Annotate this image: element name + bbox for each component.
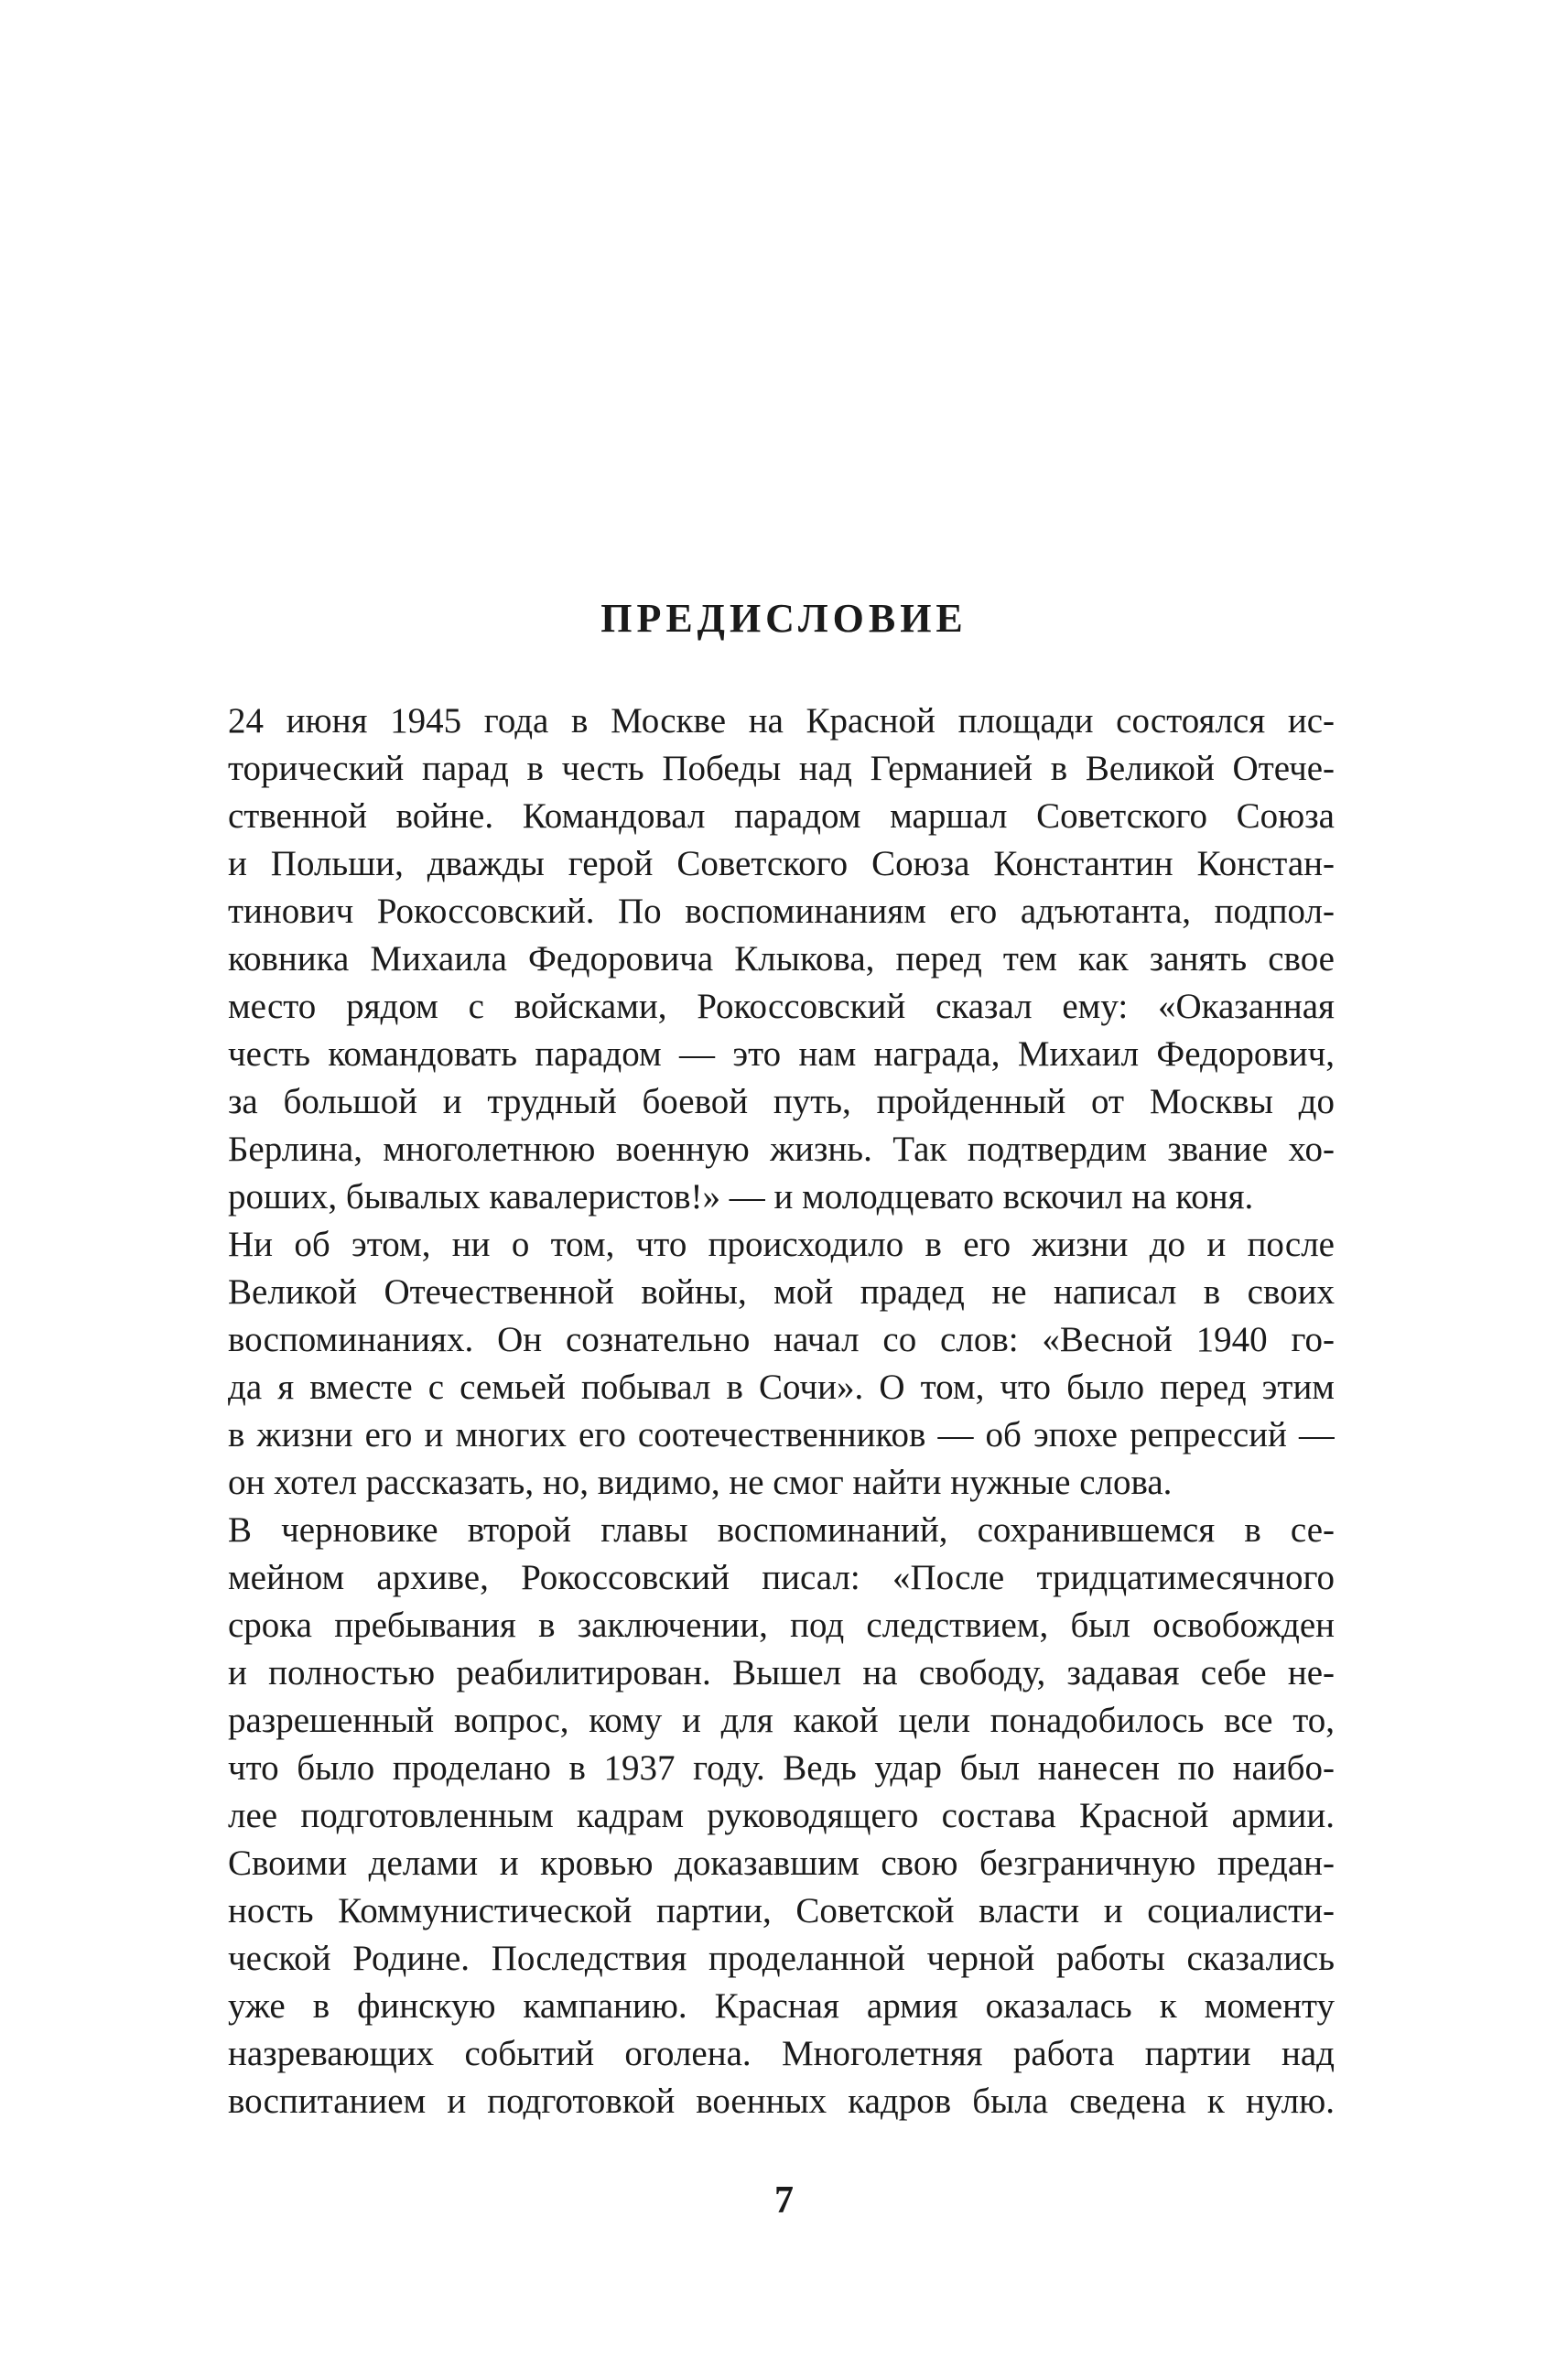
text-line: Ни об этом, ни о том, что происходило в его жизни до и после <box>228 1225 1335 1264</box>
body-text <box>177 697 1335 2125</box>
text-line: ственной войне. Командовал парадом маршал Советского Союза <box>228 796 1335 836</box>
text-line: 24 июня 1945 года в Москве на Красной площади состоялся ис- <box>228 701 1335 741</box>
paragraph <box>177 1221 1335 1507</box>
text-line: Своими делами и кровью доказавшим свою безграничную предан- <box>228 1844 1335 1883</box>
chapter-heading: ПРЕДИСЛОВИЕ <box>600 596 968 641</box>
paragraph <box>177 697 1335 1221</box>
text-line: ность Коммунистической партии, Советской власти и социалисти- <box>228 1891 1335 1930</box>
text-line: мейном архиве, Рокоссовский писал: «После тридцатимесячного <box>228 1558 1335 1597</box>
text-line: он хотел рассказать, но, видимо, не смог найти нужные слова. <box>228 1463 1173 1502</box>
text-line: в жизни его и многих его соотечественников — об эпохе репрессий — <box>228 1415 1335 1454</box>
paragraph <box>177 1507 1335 2125</box>
text-line: роших, бывалых кавалеристов!» — и молодцевато вскочил на коня. <box>228 1177 1254 1217</box>
text-line: за большой и трудный боевой путь, пройденный от Москвы до <box>228 1082 1335 1121</box>
text-line: место рядом с войсками, Рокоссовский сказал ему: «Оказанная <box>228 987 1335 1026</box>
text-line: тинович Рокоссовский. По воспоминаниям его адъютанта, подпол- <box>228 892 1335 931</box>
page-number: 7 <box>774 2179 794 2222</box>
text-line: что было проделано в 1937 году. Ведь удар был нанесен по наибо- <box>228 1748 1335 1788</box>
text-line: воспоминаниях. Он сознательно начал со слов: «Весной 1940 го- <box>228 1320 1335 1359</box>
text-line: ковника Михаила Федоровича Клыкова, перед тем как занять свое <box>228 939 1335 979</box>
text-line: ческой Родине. Последствия проделанной черной работы сказались <box>228 1939 1335 1978</box>
text-line: честь командовать парадом — это нам награда, Михаил Федорович, <box>228 1034 1335 1074</box>
text-line: и полностью реабилитирован. Вышел на свободу, задавая себе не- <box>228 1653 1335 1692</box>
text-line: Великой Отечественной войны, мой прадед не написал в своих <box>228 1272 1335 1312</box>
text-line: срока пребывания в заключении, под следствием, был освобожден <box>228 1606 1335 1645</box>
text-line: да я вместе с семьей побывал в Сочи». О том, что было перед этим <box>228 1368 1335 1407</box>
text-line: В черновике второй главы воспоминаний, сохранившемся в се- <box>228 1510 1335 1550</box>
text-line: и Польши, дважды герой Советского Союза Константин Констан- <box>228 844 1335 883</box>
text-line: назревающих событий оголена. Многолетняя работа партии над <box>228 2034 1335 2073</box>
text-line: Берлина, многолетнюю военную жизнь. Так подтвердим звание хо- <box>228 1130 1335 1169</box>
text-line: уже в финскую кампанию. Красная армия оказалась к моменту <box>228 1986 1335 2026</box>
text-line: воспитанием и подготовкой военных кадров была сведена к нулю. <box>228 2082 1335 2121</box>
text-line: торический парад в честь Победы над Германией в Великой Отече- <box>228 749 1335 788</box>
text-line: разрешенный вопрос, кому и для какой цели понадобилось все то, <box>228 1701 1335 1740</box>
text-line: лее подготовленным кадрам руководящего состава Красной армии. <box>228 1796 1335 1835</box>
